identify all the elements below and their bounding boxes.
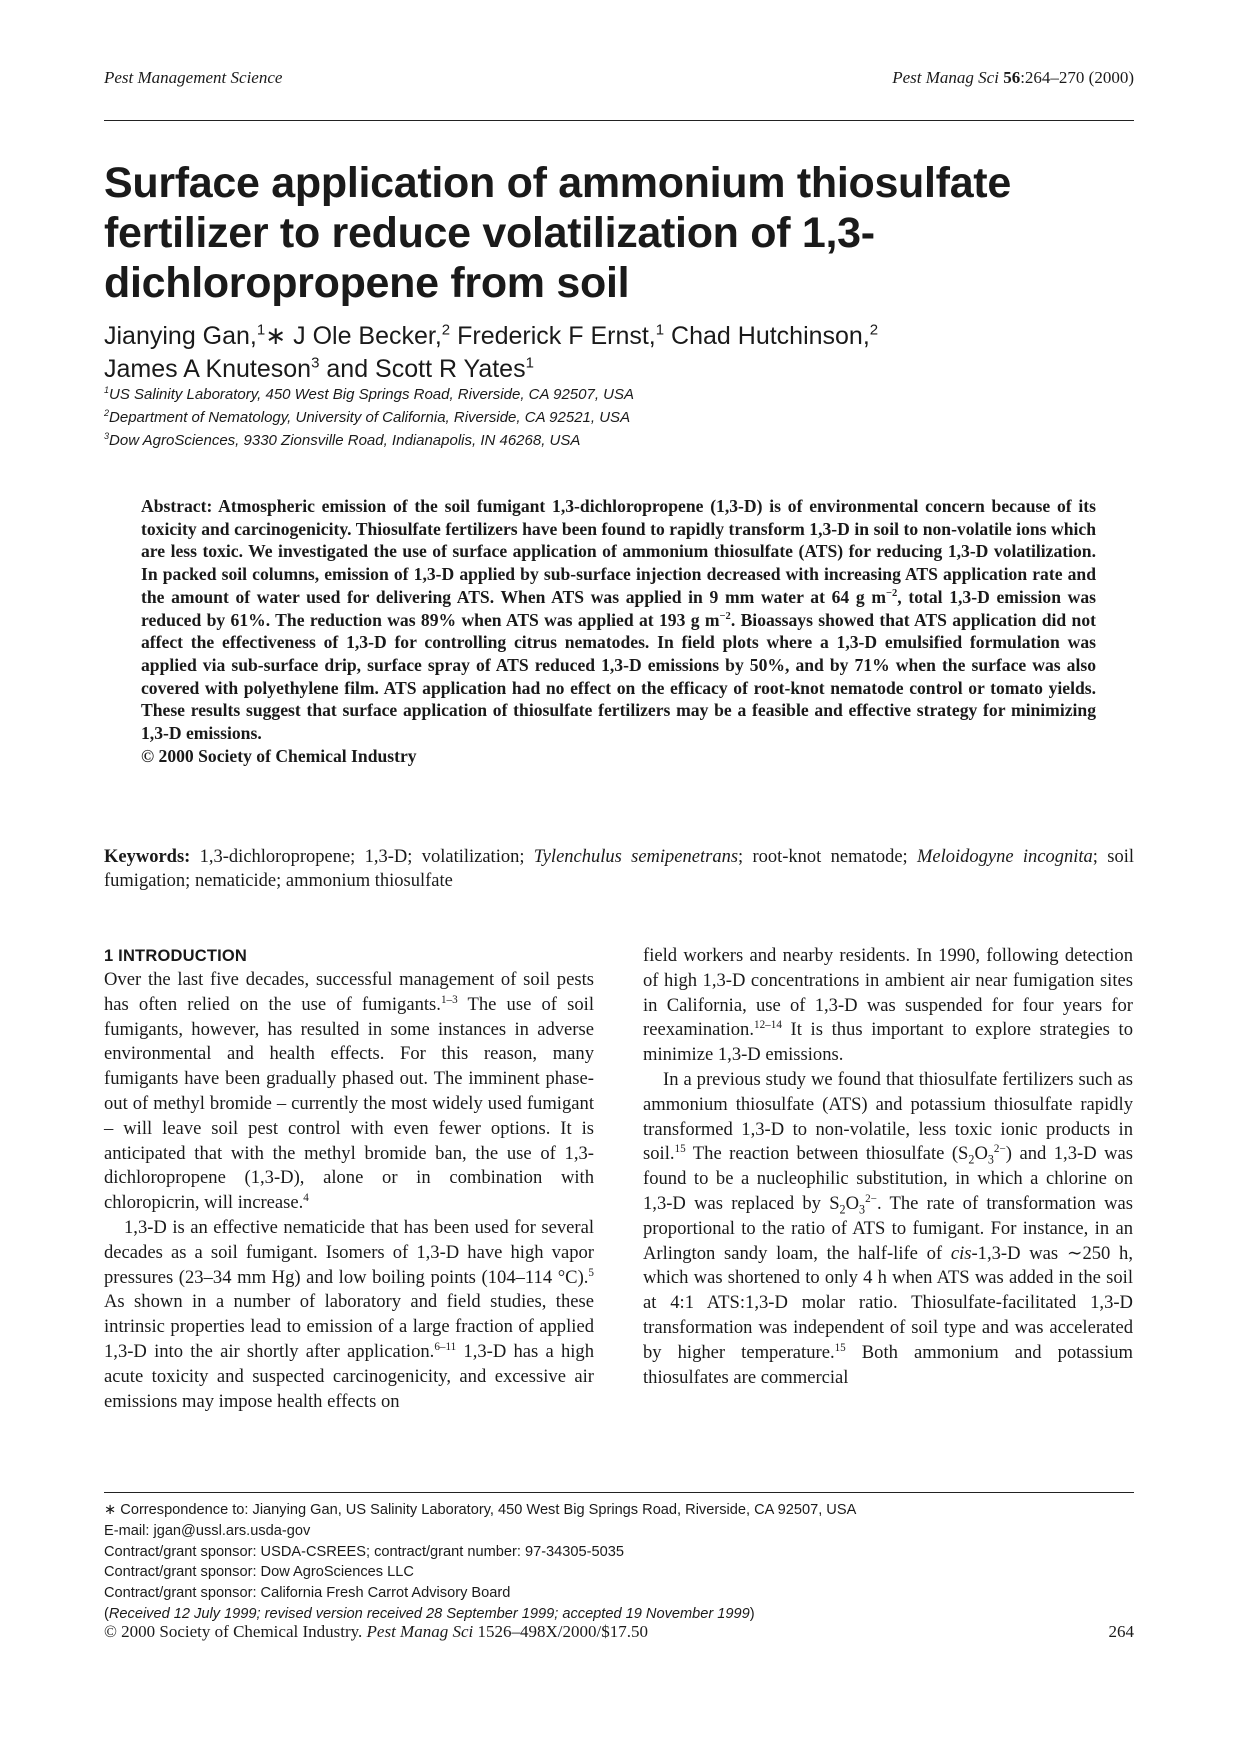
author: Jianying Gan,$^1$∗	[104, 321, 287, 350]
footnote-rule	[104, 1492, 1134, 1493]
abstract: Abstract: Atmospheric emission of the soil fumigant 1,3-dichloropropene (1,3-D) is of environmental concern because of its toxicity and carcinogenicity. Thiosulfate fertilizers have been found to rapidly transform 1,3-D in soil to non-volatile ions which are less toxic. We investigated the use of surface application of ammonium thiosulfate (ATS) for reducing 1,3-D volatilization. In packed soil columns, emission of 1,3-D applied by sub-surface injection decreased with increasing ATS application rate and the amount of water used for delivering ATS. When ATS was applied in 9 mm water at 64 g $m^{-2}$, total 1,3-D emission was reduced by 61%. The reduction was 89% when ATS was applied at 193 g $m^{-2}$. Bioassays showed that ATS application did not affect the effectiveness of 1,3-D for controlling citrus nematodes. In field plots where a 1,3-D emulsified formulation was applied via sub-surface drip, surface spray of ATS reduced 1,3-D emissions by 50%, and by 71% when the surface was also covered with polyethylene film. ATS application had no effect on the efficacy of root-knot nematode control or tomato yields. These results suggest that surface application of thiosulfate fertilizers may be a feasible and effective strategy for minimizing 1,3-D emissions. © 2000 Society of Chemical Industry	[141, 496, 1096, 766]
citation-journal: Pest Manag Sci	[892, 68, 999, 87]
paragraph: field workers and nearby residents. In 1990, following detection of high 1,3-D concentrations in ambient air near fumigation sites in California, use of 1,3-D was suspended for four years for reexamination.$^{12-14}$ It is thus important to explore strategies to minimize 1,3-D emissions.	[643, 945, 1133, 1066]
correspondence-note: ∗ Correspondence to: Jianying Gan, US Salinity Laboratory, 450 West Big Springs Road, Riverside, CA 92507, USA	[104, 1502, 857, 1518]
affiliation: $^3$Dow AgroSciences, 9330 Zionsville Road, Indianapolis, IN 46268, USA	[104, 431, 581, 449]
email-note: E-mail: jgan@ussl.ars.usda-gov	[104, 1522, 311, 1539]
body-column-right	[643, 944, 1133, 1390]
body-column-left	[104, 944, 594, 1414]
keywords: Keywords: 1,3-dichloropropene; 1,3-D; volatilization; Tylenchulus semipenetrans; root-knot nematode; Meloidogyne incognita; soil fumigation; nematicide; ammonium thiosulfate	[104, 847, 1134, 891]
article-title: Surface application of ammonium thiosulfate fertilizer to reduce volatilization of 1,3-dichloropropene from soil	[104, 159, 1011, 307]
sponsor-note: Contract/grant sponsor: USDA-CSREES; contract/grant number: 97-34305-5035	[104, 1543, 624, 1560]
header-rule	[104, 120, 1134, 121]
affiliation: $^1$US Salinity Laboratory, 450 West Big Springs Road, Riverside, CA 92507, USA	[104, 385, 634, 403]
citation-pages: :264–270 (2000)	[1020, 68, 1134, 87]
sponsor-note: Contract/grant sponsor: California Fresh Carrot Advisory Board	[104, 1585, 511, 1602]
keywords-label: Keywords:	[104, 847, 191, 867]
citation-volume: 56	[1003, 68, 1021, 87]
author: Chad Hutchinson,$^2$	[671, 321, 879, 350]
sponsor-note: Contract/grant sponsor: Dow AgroSciences LLC	[104, 1564, 414, 1581]
footer-copyright: © 2000 Society of Chemical Industry. Pest Manag Sci 1526–498X/2000/$17.50	[104, 1622, 648, 1641]
paragraph: In a previous study we found that thiosulfate fertilizers such as ammonium thiosulfate (ATS) and potassium thiosulfate rapidly transformed 1,3-D to non-volatile, less toxic ionic products in soil.$^{15}$ The reaction between thiosulfate $(S_2O_3^{2-})$ and 1,3-D was found to be a nucleophilic substitution, in which a chlorine on 1,3-D was replaced by $S_2O_3^{2-}$. The rate of transformation was proportional to the ratio of ATS to fumigant. For instance, in an Arlington sandy loam, the half-life of cis-1,3-D was ∼250 h, which was shortened to only 4 h when ATS was added in the soil at 4:1 ATS:1,3-D molar ratio. Thiosulfate-facilitated 1,3-D transformation was independent of soil type and was accelerated by higher temperature.$^{15}$ Both ammonium and potassium thiosulfates are commercial	[643, 1068, 1133, 1388]
author: James A Knuteson$^3$	[104, 354, 320, 383]
running-head	[104, 68, 1134, 92]
affiliation: $^2$Department of Nematology, University of California, Riverside, CA 92521, USA	[104, 408, 631, 426]
author: J Ole Becker,$^2$	[293, 321, 451, 350]
journal-name: Pest Management Science	[104, 68, 283, 87]
paragraph: Over the last five decades, successful management of soil pests has often relied on the use of fumigants.$^{1-3}$ The use of soil fumigants, however, has resulted in some instances in adverse environmental and health effects. For this reason, many fumigants have been gradually phased out. The imminent phase-out of methyl bromide – currently the most widely used fumigant – will leave soil pest control with even fewer options. It is anticipated that with the methyl bromide ban, the use of 1,3-dichloropropene (1,3-D), alone or in combination with chloropicrin, will increase.$^4$	[104, 969, 594, 1214]
author-list	[104, 320, 1134, 386]
section-heading: 1 INTRODUCTION	[104, 947, 248, 965]
received-dates: (Received 12 July 1999; revised version received 28 September 1999; accepted 19 November 1999)	[104, 1605, 755, 1622]
author: Frederick F Ernst,$^1$	[457, 321, 665, 350]
paragraph: 1,3-D is an effective nematicide that has been used for several decades as a soil fumigant. Isomers of 1,3-D have high vapor pressures (23–34 mm Hg) and low boiling points (104–114 °C).$^5$ As shown in a number of laboratory and field studies, these intrinsic properties lead to emission of a large fraction of applied 1,3-D into the air shortly after application.$^{6-11}$ 1,3-D has a high acute toxicity and suspected carcinogenicity, and excessive air emissions may impose health effects on	[104, 1216, 594, 1412]
page-number: 264	[1108, 1622, 1134, 1641]
affiliations	[104, 383, 1134, 452]
page-footer	[104, 1622, 1134, 1646]
abstract-copyright: © 2000 Society of Chemical Industry	[141, 745, 417, 766]
citation	[892, 68, 1134, 88]
author: and Scott R Yates$^1$	[326, 354, 534, 383]
footnotes	[104, 1500, 1134, 1625]
